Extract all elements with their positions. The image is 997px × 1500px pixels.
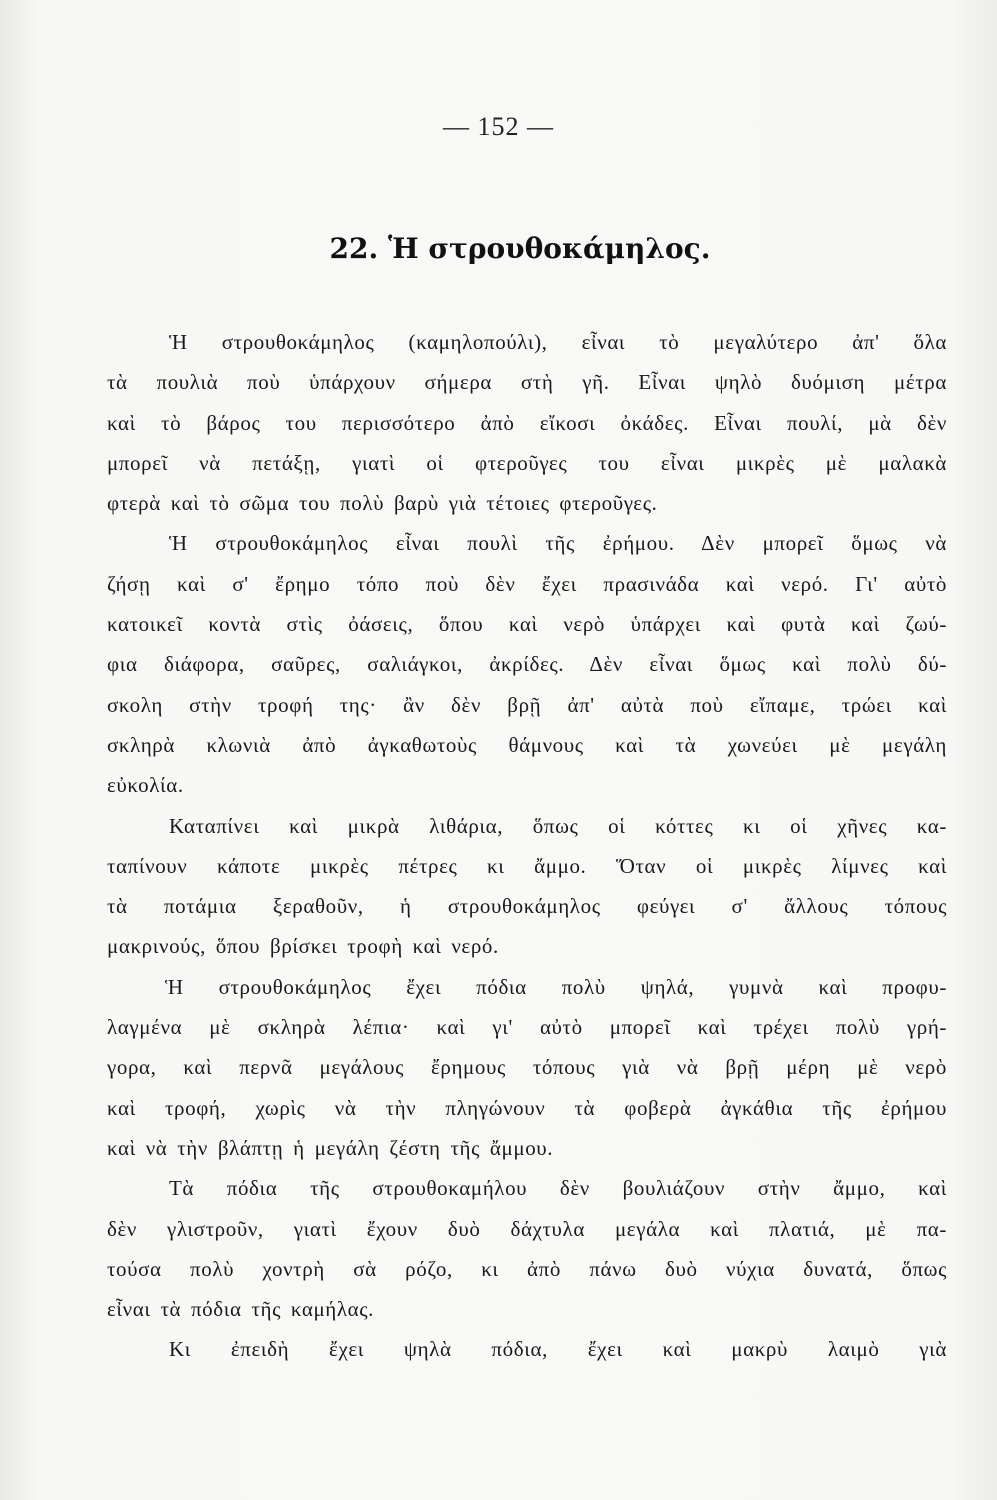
text-line: εὐκολία. — [107, 773, 184, 798]
text-line: δὲν γλιστροῦν, γιατὶ ἔχουν δυὸ δάχτυλα μεγάλα καὶ πλατιά, μὲ πα- — [107, 1216, 947, 1241]
paragraph-3 — [107, 806, 947, 967]
text-line: φια διάφορα, σαῦρες, σαλιάγκοι, ἀκρίδες. Δὲν εἶναι ὅμως καὶ πολὺ δύ- — [107, 652, 947, 677]
text-line: Ἡ στρουθοκάμηλος εἶναι πουλὶ τῆς ἐρήμου. Δὲν μπορεῖ ὅμως νὰ — [169, 531, 947, 556]
paragraph-4 — [107, 967, 947, 1168]
paragraph-1 — [107, 322, 947, 523]
text-line: Κι ἐπειδὴ ἔχει ψηλὰ πόδια, ἔχει καὶ μακρὺ λαιμὸ γιὰ — [169, 1337, 947, 1362]
paragraph-2 — [107, 523, 947, 805]
text-line: σκληρὰ κλωνιὰ ἀπὸ ἀγκαθωτοὺς θάμνους καὶ τὰ χωνεύει μὲ μεγάλη — [107, 732, 947, 757]
text-line: γορα, καὶ περνᾶ μεγάλους ἔρημους τόπους γιὰ νὰ βρῇ μέρη μὲ νερὸ — [107, 1055, 947, 1080]
text-line: κατοικεῖ κοντὰ στὶς ὀάσεις, ὅπου καὶ νερὸ ὑπάρχει καὶ φυτὰ καὶ ζωύ- — [107, 612, 947, 637]
page-number: — 152 — — [443, 112, 554, 141]
text-line: φτερὰ καὶ τὸ σῶμα του πολὺ βαρὺ γιὰ τέτοιες φτεροῦγες. — [107, 491, 658, 516]
text-line: Τὰ πόδια τῆς στρουθοκαμήλου δὲν βουλιάζουν στὴν ἄμμο, καὶ — [169, 1176, 947, 1201]
paragraph-5 — [107, 1168, 947, 1329]
chapter-title: 22. Ἡ στρουθοκάμηλος. — [329, 232, 711, 265]
text-line: ζήσῃ καὶ σ' ἔρημο τόπο ποὺ δὲν ἔχει πρασινάδα καὶ νερό. Γι' αὐτὸ — [107, 571, 947, 596]
text-line: ταπίνουν κάποτε μικρὲς πέτρες κι ἄμμο. Ὅταν οἱ μικρὲς λίμνες καὶ — [107, 853, 947, 878]
text-line: μακρινούς, ὅπου βρίσκει τροφὴ καὶ νερό. — [107, 934, 499, 959]
paragraph-6 — [107, 1329, 947, 1369]
text-line: μπορεῖ νὰ πετάξῃ, γιατὶ οἱ φτεροῦγες του εἶναι μικρὲς μὲ μαλακὰ — [107, 450, 947, 475]
text-line: καὶ νὰ τὴν βλάπτῃ ἡ μεγάλη ζέστη τῆς ἄμμου. — [107, 1135, 554, 1160]
text-line: Ἡ στρουθοκάμηλος (καμηλοπούλι), εἶναι τὸ μεγαλύτερο ἀπ' ὅλα — [169, 330, 947, 354]
text-line: καὶ τὸ βάρος του περισσότερο ἀπὸ εἴκοσι ὀκάδες. Εἶναι πουλί, μὰ δὲν — [107, 410, 947, 435]
text-line: τὰ πουλιὰ ποὺ ὑπάρχουν σήμερα στὴ γῆ. Εἶναι ψηλὸ δυόμιση μέτρα — [107, 370, 947, 395]
body-text — [107, 322, 947, 1370]
text-line: Ἡ στρουθοκάμηλος ἔχει πόδια πολὺ ψηλά, γυμνὰ καὶ προφυ- — [165, 974, 947, 999]
text-line: λαγμένα μὲ σκληρὰ λέπια· καὶ γι' αὐτὸ μπορεῖ καὶ τρέχει πολὺ γρή- — [107, 1015, 947, 1040]
text-line: σκολη στὴν τροφή της· ἂν δὲν βρῇ ἀπ' αὐτὰ ποὺ εἴπαμε, τρώει καὶ — [107, 692, 947, 717]
text-line: καὶ τροφή, χωρὶς νὰ τὴν πληγώνουν τὰ φοβερὰ ἀγκάθια τῆς ἐρήμου — [107, 1095, 947, 1120]
text-line: εἶναι τὰ πόδια τῆς καμήλας. — [107, 1297, 375, 1322]
text-line: τὰ ποτάμια ξεραθοῦν, ἡ στρουθοκάμηλος φεύγει σ' ἄλλους τόπους — [107, 894, 947, 919]
text-line: τούσα πολὺ χοντρὴ σὰ ρόζο, κι ἀπὸ πάνω δυὸ νύχια δυνατά, ὅπως — [107, 1256, 947, 1281]
text-line: Καταπίνει καὶ μικρὰ λιθάρια, ὅπως οἱ κόττες κι οἱ χῆνες κα- — [169, 813, 947, 838]
